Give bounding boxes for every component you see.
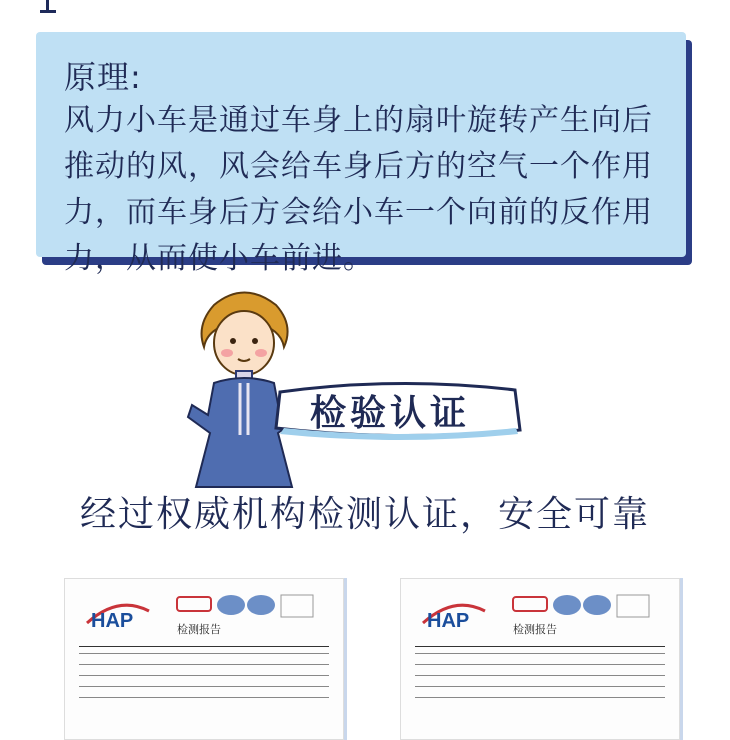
svg-text:HAP: HAP: [427, 610, 470, 632]
report-rule: [79, 646, 329, 647]
report-title: 检测报告: [177, 623, 221, 636]
verification-banner-label: 检验认证: [309, 393, 470, 434]
svg-text:HAP: HAP: [91, 610, 134, 632]
report-title: 检测报告: [513, 623, 557, 636]
top-mark: [40, 0, 56, 13]
hap-logo: [83, 593, 153, 633]
principle-body: [64, 98, 674, 282]
principle-line: 风力小车是通过车身上的扇叶旋转产生向后: [64, 103, 653, 138]
report-body-lines: [415, 653, 665, 708]
certification-badges: [511, 593, 651, 619]
test-report-image: [400, 578, 680, 740]
certification-caption: 经过权威机构检测认证，安全可靠: [79, 494, 650, 535]
test-report-image: [64, 578, 344, 740]
report-rule: [415, 646, 665, 647]
hap-logo: [419, 593, 489, 633]
principle-line: 推动的风，风会给车身后方的空气一个作用: [64, 149, 653, 184]
principle-title: 原理:: [64, 58, 142, 96]
principle-line: 力，而车身后方会给小车一个向前的反作用: [64, 195, 653, 230]
certification-badges: [175, 593, 315, 619]
report-body-lines: [79, 653, 329, 708]
principle-line: 力，从而使小车前进。: [64, 241, 374, 276]
